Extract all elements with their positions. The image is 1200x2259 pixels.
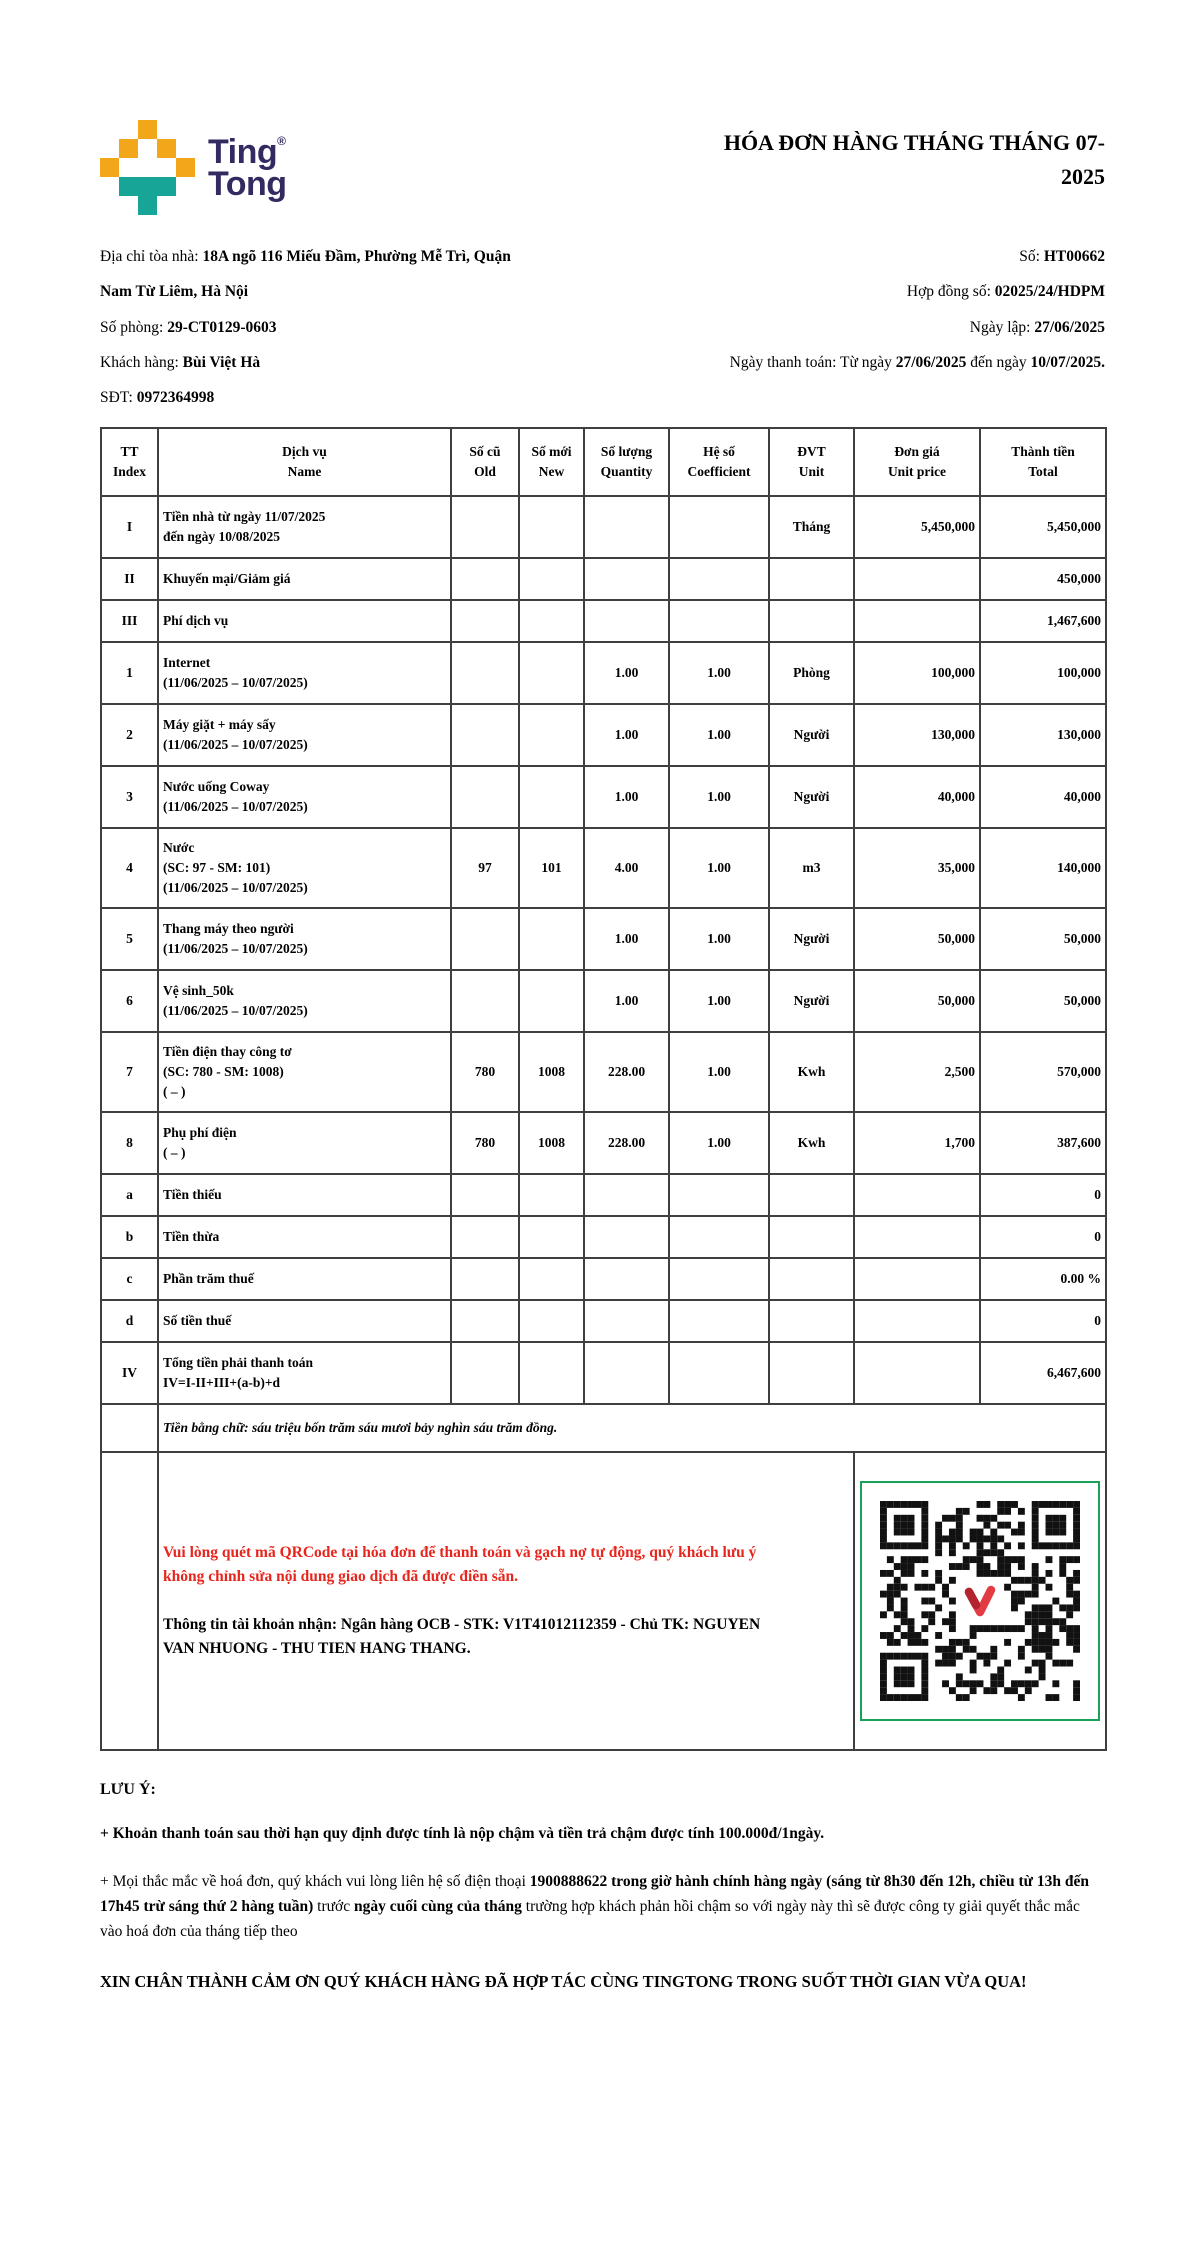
text-segment: 18A ngõ 116 Miếu Đầm, Phường Mễ Trì, Quận [202, 248, 511, 265]
notes-heading: LƯU Ý: [100, 1781, 156, 1799]
cell-price: 50,000 [854, 970, 980, 1032]
logo-empty-pixel [100, 196, 119, 215]
logo-empty-pixel [157, 158, 176, 177]
table-row-2 [101, 704, 1106, 766]
cell-price: 130,000 [854, 704, 980, 766]
logo-teal-pixel [138, 196, 157, 215]
logo-orange-pixel [176, 158, 195, 177]
cell-empty [101, 1452, 158, 1750]
text-segment: ngày cuối cùng của tháng [353, 1897, 522, 1915]
logo-orange-pixel [100, 158, 119, 177]
text-segment: 0972364998 [136, 389, 215, 406]
logo-empty-pixel [138, 139, 157, 158]
cell-price [854, 1342, 980, 1404]
column-header-coef: Hệ số Coefficient [669, 428, 769, 496]
text-segment: Số: [1019, 248, 1044, 265]
cell-name [158, 600, 451, 642]
issue-date-line [730, 316, 1105, 339]
text-segment: . [466, 1640, 471, 1658]
cell-name [158, 642, 451, 704]
table-row-a [101, 1174, 1106, 1216]
cell-total: 387,600 [980, 1112, 1106, 1174]
cell-old [451, 704, 519, 766]
payment-instructions-cell [158, 1452, 854, 1750]
cell-total: 0 [980, 1216, 1106, 1258]
cell-price: 5,450,000 [854, 496, 980, 558]
text-segment: SĐT: [100, 389, 137, 406]
cell-price: 40,000 [854, 766, 980, 828]
cell-name [158, 1342, 451, 1404]
text-segment: Số phòng: [100, 318, 168, 336]
cell-qty: 228.00 [584, 1112, 669, 1174]
cell-tt: 5 [101, 908, 158, 970]
text-segment: trước [313, 1897, 354, 1915]
cell-new [519, 642, 584, 704]
cell-new [519, 600, 584, 642]
text-segment: 1900888622 trong giờ hành chính hàng ngày (sáng từ 8h30 đến 12h, chiều từ 13h đến 17h45 trừ sáng thứ 2 hàng tuần) [100, 1873, 1089, 1915]
cell-tt: 4 [101, 828, 158, 908]
cell-name [158, 766, 451, 828]
cell-name [158, 1032, 451, 1112]
cell-tt: 8 [101, 1112, 158, 1174]
cell-price: 50,000 [854, 908, 980, 970]
service-name-line: Phần trăm thuế [163, 1271, 254, 1287]
cell-name [158, 1300, 451, 1342]
cell-unit: Phòng [769, 642, 854, 704]
cell-old [451, 766, 519, 828]
service-name-line: (SC: 97 - SM: 101) [163, 860, 271, 876]
service-name-line: (11/06/2025 – 10/07/2025) [163, 737, 308, 753]
cell-new [519, 496, 584, 558]
cell-unit: Người [769, 766, 854, 828]
cell-coef: 1.00 [669, 704, 769, 766]
invoice-info [100, 245, 1105, 421]
cell-qty [584, 1258, 669, 1300]
table-row-c [101, 1258, 1106, 1300]
cell-tt: c [101, 1258, 158, 1300]
brand-logo [100, 120, 287, 215]
text-segment: V1T41012112359 [502, 1616, 617, 1634]
cell-coef [669, 1174, 769, 1216]
cell-name [158, 1112, 451, 1174]
service-name-line: Nước [163, 839, 195, 855]
text-segment: 29-CT0129-0603 [167, 318, 277, 336]
text-segment: HT00662 [1043, 248, 1105, 265]
qr-code-cell [854, 1452, 1106, 1750]
customer-name-line [100, 351, 511, 374]
logo-empty-pixel [100, 177, 119, 196]
text-segment: NGUYEN VAN NHUONG - THU TIEN HANG THANG [163, 1616, 761, 1658]
amount-in-words-row [101, 1404, 1106, 1452]
cell-tt: II [101, 558, 158, 600]
cell-qty: 1.00 [584, 642, 669, 704]
text-segment: 27/06/2025 [895, 353, 967, 371]
cell-price: 1,700 [854, 1112, 980, 1174]
logo-teal-pixel [119, 177, 138, 196]
cell-qty [584, 558, 669, 600]
logo-teal-pixel [138, 177, 157, 196]
cell-old: 97 [451, 828, 519, 908]
cell-old: 780 [451, 1032, 519, 1112]
cell-new [519, 704, 584, 766]
text-segment: Khách hàng: [100, 353, 183, 371]
brand-word-line2: Tong [208, 165, 287, 204]
cell-name [158, 1216, 451, 1258]
cell-price [854, 1300, 980, 1342]
invoice-footer [100, 1781, 1105, 1996]
cell-total: 130,000 [980, 704, 1106, 766]
cell-unit: m3 [769, 828, 854, 908]
cell-tt: b [101, 1216, 158, 1258]
service-name-line: (SC: 780 - SM: 1008) [163, 1064, 284, 1080]
table-row-6 [101, 970, 1106, 1032]
service-name-line: ( – ) [163, 1145, 186, 1161]
column-header-tt: TT Index [101, 428, 158, 496]
table-header-row [101, 428, 1106, 496]
invoice-title [724, 126, 1105, 194]
table-row-3 [101, 766, 1106, 828]
table-row-II [101, 558, 1106, 600]
brand-word-line1: Ting® [208, 133, 286, 171]
qr-frame [860, 1481, 1100, 1721]
service-name-line: Tiền thừa [163, 1229, 220, 1245]
cell-total: 50,000 [980, 970, 1106, 1032]
cell-total: 100,000 [980, 642, 1106, 704]
page-header [100, 120, 1105, 215]
cell-coef [669, 1342, 769, 1404]
cell-qty [584, 1174, 669, 1216]
cell-name [158, 970, 451, 1032]
table-row-7 [101, 1032, 1106, 1112]
cell-unit: Kwh [769, 1032, 854, 1112]
bank-account-info [163, 1613, 763, 1661]
table-body [101, 496, 1106, 1750]
invoice-meta-block [730, 245, 1105, 421]
cell-tt: III [101, 600, 158, 642]
cell-new [519, 558, 584, 600]
cell-qty: 1.00 [584, 766, 669, 828]
payment-qr-row [101, 1452, 1106, 1750]
cell-empty [101, 1404, 158, 1452]
service-name-line: (11/06/2025 – 10/07/2025) [163, 1003, 308, 1019]
service-name-line: IV=I-II+III+(a-b)+d [163, 1375, 281, 1391]
cell-old [451, 1300, 519, 1342]
brand-wordmark [208, 133, 287, 204]
cell-old [451, 600, 519, 642]
logo-empty-pixel [176, 120, 195, 139]
cell-unit: Tháng [769, 496, 854, 558]
cell-price [854, 1216, 980, 1258]
column-header-old: Số cũ Old [451, 428, 519, 496]
cell-price: 35,000 [854, 828, 980, 908]
service-name-line: Tiền thiếu [163, 1187, 222, 1203]
cell-total: 0.00 % [980, 1258, 1106, 1300]
cell-name [158, 1174, 451, 1216]
cell-total: 5,450,000 [980, 496, 1106, 558]
cell-coef: 1.00 [669, 766, 769, 828]
table-row-1 [101, 642, 1106, 704]
cell-unit [769, 1300, 854, 1342]
thank-you-note: XIN CHÂN THÀNH CẢM ƠN QUÝ KHÁCH HÀNG ĐÃ HỢP TÁC CÙNG TINGTONG TRONG SUỐT THỜI GIAN VỪA QUA! [100, 1972, 1027, 1992]
invoice-title-line1: HÓA ĐƠN HÀNG THÁNG THÁNG 07- [723, 130, 1105, 155]
cell-new [519, 766, 584, 828]
cell-coef [669, 1216, 769, 1258]
text-segment: Thông tin tài khoản nhận: Ngân hàng OCB - STK: [163, 1616, 503, 1634]
cell-new [519, 1258, 584, 1300]
cell-unit [769, 1258, 854, 1300]
amount-in-words-value: sáu triệu bốn trăm sáu mươi bảy nghìn sáu trăm đồng. [251, 1420, 558, 1436]
cell-total: 450,000 [980, 558, 1106, 600]
cell-total: 40,000 [980, 766, 1106, 828]
registered-mark-icon: ® [277, 134, 286, 148]
logo-empty-pixel [119, 196, 138, 215]
logo-empty-pixel [138, 158, 157, 177]
invoice-title-line2: 2025 [1061, 164, 1105, 190]
cell-new [519, 1300, 584, 1342]
column-header-new: Số mới New [519, 428, 584, 496]
logo-empty-pixel [176, 196, 195, 215]
service-name-line: Internet [163, 655, 211, 670]
cell-name [158, 908, 451, 970]
cell-old [451, 642, 519, 704]
invoice-table [100, 427, 1107, 1751]
service-name-line: Thang máy theo người [163, 921, 294, 936]
cell-tt: I [101, 496, 158, 558]
cell-qty: 228.00 [584, 1032, 669, 1112]
building-address-line-1 [100, 245, 511, 268]
service-name-line: Nước uống Coway [163, 779, 270, 794]
cell-new [519, 1174, 584, 1216]
logo-empty-pixel [176, 139, 195, 158]
building-address-line-2 [100, 280, 511, 303]
cell-tt: 3 [101, 766, 158, 828]
cell-name [158, 496, 451, 558]
amount-in-words-label: Tiền bằng chữ: [163, 1420, 252, 1436]
logo-empty-pixel [100, 120, 119, 139]
text-segment: 02025/24/HDPM [994, 283, 1105, 301]
cell-name [158, 1258, 451, 1300]
cell-unit: Kwh [769, 1112, 854, 1174]
amount-in-words-cell [158, 1404, 1106, 1452]
cell-tt: a [101, 1174, 158, 1216]
cell-price [854, 1174, 980, 1216]
qr-payment-notice: Vui lòng quét mã QRCode tại hóa đơn để thanh toán và gạch nợ tự động, quý khách lưu ý không chỉnh sửa nội dung giao dịch đã được điền sẵn. [163, 1544, 757, 1586]
text-segment: + Mọi thắc mắc về hoá đơn, quý khách vui lòng liên hệ số điện thoại [100, 1873, 530, 1891]
cell-tt: 1 [101, 642, 158, 704]
service-name-line: (11/06/2025 – 10/07/2025) [163, 941, 308, 957]
table-row-4 [101, 828, 1106, 908]
service-name-line: Tiền điện thay công tơ [163, 1043, 292, 1059]
cell-new [519, 1216, 584, 1258]
tingtong-pixel-icon [100, 120, 195, 215]
cell-total: 50,000 [980, 908, 1106, 970]
cell-new: 1008 [519, 1032, 584, 1112]
cell-total: 570,000 [980, 1032, 1106, 1112]
cell-coef [669, 496, 769, 558]
table-row-d [101, 1300, 1106, 1342]
service-name-line: Phí dịch vụ [163, 613, 229, 629]
logo-empty-pixel [100, 139, 119, 158]
cell-qty [584, 496, 669, 558]
cell-name [158, 558, 451, 600]
late-payment-note: + Khoản thanh toán sau thời hạn quy định được tính là nộp chậm và tiền trả chậm được tính 100.000đ/1ngày. [100, 1825, 825, 1843]
cell-coef [669, 1258, 769, 1300]
cell-new [519, 1342, 584, 1404]
logo-empty-pixel [119, 120, 138, 139]
cell-coef: 1.00 [669, 970, 769, 1032]
cell-price [854, 558, 980, 600]
contract-number-line [730, 280, 1105, 303]
column-header-price: Đơn giá Unit price [854, 428, 980, 496]
cell-qty [584, 600, 669, 642]
cell-qty: 4.00 [584, 828, 669, 908]
cell-new: 1008 [519, 1112, 584, 1174]
logo-empty-pixel [157, 196, 176, 215]
cell-tt: 6 [101, 970, 158, 1032]
text-segment: Địa chỉ tòa nhà: [100, 248, 203, 265]
logo-empty-pixel [176, 177, 195, 196]
cell-coef: 1.00 [669, 828, 769, 908]
cell-price: 2,500 [854, 1032, 980, 1112]
table-row-IV [101, 1342, 1106, 1404]
cell-unit: Người [769, 908, 854, 970]
cell-unit: Người [769, 704, 854, 766]
cell-price [854, 1258, 980, 1300]
table-row-I [101, 496, 1106, 558]
column-header-qty: Số lượng Quantity [584, 428, 669, 496]
cell-tt: d [101, 1300, 158, 1342]
service-name-line: Máy giặt + máy sấy [163, 717, 276, 732]
text-segment: Ngày thanh toán: Từ ngày [729, 353, 896, 371]
cell-old [451, 1216, 519, 1258]
customer-phone-line [100, 386, 511, 409]
text-segment: Nam Từ Liêm, Hà Nội [100, 283, 249, 301]
cell-qty [584, 1300, 669, 1342]
table-row-b [101, 1216, 1106, 1258]
cell-price: 100,000 [854, 642, 980, 704]
cell-coef: 1.00 [669, 642, 769, 704]
cell-coef [669, 1300, 769, 1342]
table-row-5 [101, 908, 1106, 970]
service-name-line: (11/06/2025 – 10/07/2025) [163, 675, 308, 691]
cell-unit: Người [769, 970, 854, 1032]
cell-tt: 7 [101, 1032, 158, 1112]
cell-name [158, 704, 451, 766]
service-name-line: Vệ sinh_50k [163, 983, 234, 998]
cell-old [451, 970, 519, 1032]
logo-empty-pixel [157, 120, 176, 139]
cell-old [451, 908, 519, 970]
service-name-line: Tổng tiền phải thanh toán [163, 1355, 314, 1370]
text-segment: trường hợp khách phản hồi chậm so với ngày này thì sẽ được công ty giải quyết thắc mắc vào hoá đơn của tháng tiếp theo [100, 1897, 1080, 1940]
column-header-total: Thành tiền Total [980, 428, 1106, 496]
cell-total: 0 [980, 1174, 1106, 1216]
hotline-note [100, 1870, 1105, 1944]
invoice-number-line [730, 245, 1105, 268]
cell-coef [669, 600, 769, 642]
cell-unit [769, 1174, 854, 1216]
cell-coef: 1.00 [669, 908, 769, 970]
text-segment: Hợp đồng số: [906, 283, 995, 301]
logo-orange-pixel [119, 139, 138, 158]
text-segment: 10/07/2025. [1030, 353, 1105, 371]
cell-total: 6,467,600 [980, 1342, 1106, 1404]
service-name-line: Tiền nhà từ ngày 11/07/2025 [163, 509, 326, 524]
column-header-name: Dịch vụ Name [158, 428, 451, 496]
text-segment: Bùi Việt Hà [182, 353, 261, 371]
cell-total: 1,467,600 [980, 600, 1106, 642]
service-name-line: Khuyến mại/Giảm giá [163, 571, 291, 587]
text-segment: - Chủ TK: [616, 1616, 694, 1634]
cell-coef [669, 558, 769, 600]
text-segment: Ngày lập: [969, 318, 1035, 336]
text-segment: 27/06/2025 [1034, 318, 1105, 336]
column-header-unit: ĐVT Unit [769, 428, 854, 496]
cell-qty [584, 1216, 669, 1258]
customer-info-block [100, 245, 511, 421]
cell-new [519, 970, 584, 1032]
cell-old [451, 496, 519, 558]
cell-unit [769, 600, 854, 642]
text-segment: đến ngày [966, 353, 1031, 371]
cell-name [158, 828, 451, 908]
service-name-line: (11/06/2025 – 10/07/2025) [163, 799, 308, 815]
cell-old [451, 1342, 519, 1404]
cell-total: 0 [980, 1300, 1106, 1342]
cell-coef: 1.00 [669, 1112, 769, 1174]
cell-qty: 1.00 [584, 908, 669, 970]
cell-qty [584, 1342, 669, 1404]
cell-unit [769, 558, 854, 600]
cell-new: 101 [519, 828, 584, 908]
cell-old [451, 558, 519, 600]
cell-unit [769, 1216, 854, 1258]
service-name-line: Số tiền thuế [163, 1313, 232, 1329]
service-name-line: đến ngày 10/08/2025 [163, 529, 281, 545]
payment-period-line [730, 351, 1105, 374]
logo-orange-pixel [138, 120, 157, 139]
logo-empty-pixel [119, 158, 138, 177]
cell-qty: 1.00 [584, 704, 669, 766]
cell-old [451, 1258, 519, 1300]
service-name-line: Phụ phí điện [163, 1125, 237, 1140]
cell-tt: IV [101, 1342, 158, 1404]
cell-old [451, 1174, 519, 1216]
logo-teal-pixel [157, 177, 176, 196]
cell-unit [769, 1342, 854, 1404]
vietqr-v-icon [956, 1577, 1004, 1625]
cell-total: 140,000 [980, 828, 1106, 908]
cell-tt: 2 [101, 704, 158, 766]
cell-qty: 1.00 [584, 970, 669, 1032]
cell-coef: 1.00 [669, 1032, 769, 1112]
cell-old: 780 [451, 1112, 519, 1174]
logo-orange-pixel [157, 139, 176, 158]
table-row-8 [101, 1112, 1106, 1174]
cell-price [854, 600, 980, 642]
service-name-line: (11/06/2025 – 10/07/2025) [163, 880, 308, 896]
table-row-III [101, 600, 1106, 642]
room-number-line [100, 316, 511, 339]
service-name-line: ( – ) [163, 1084, 186, 1100]
cell-new [519, 908, 584, 970]
